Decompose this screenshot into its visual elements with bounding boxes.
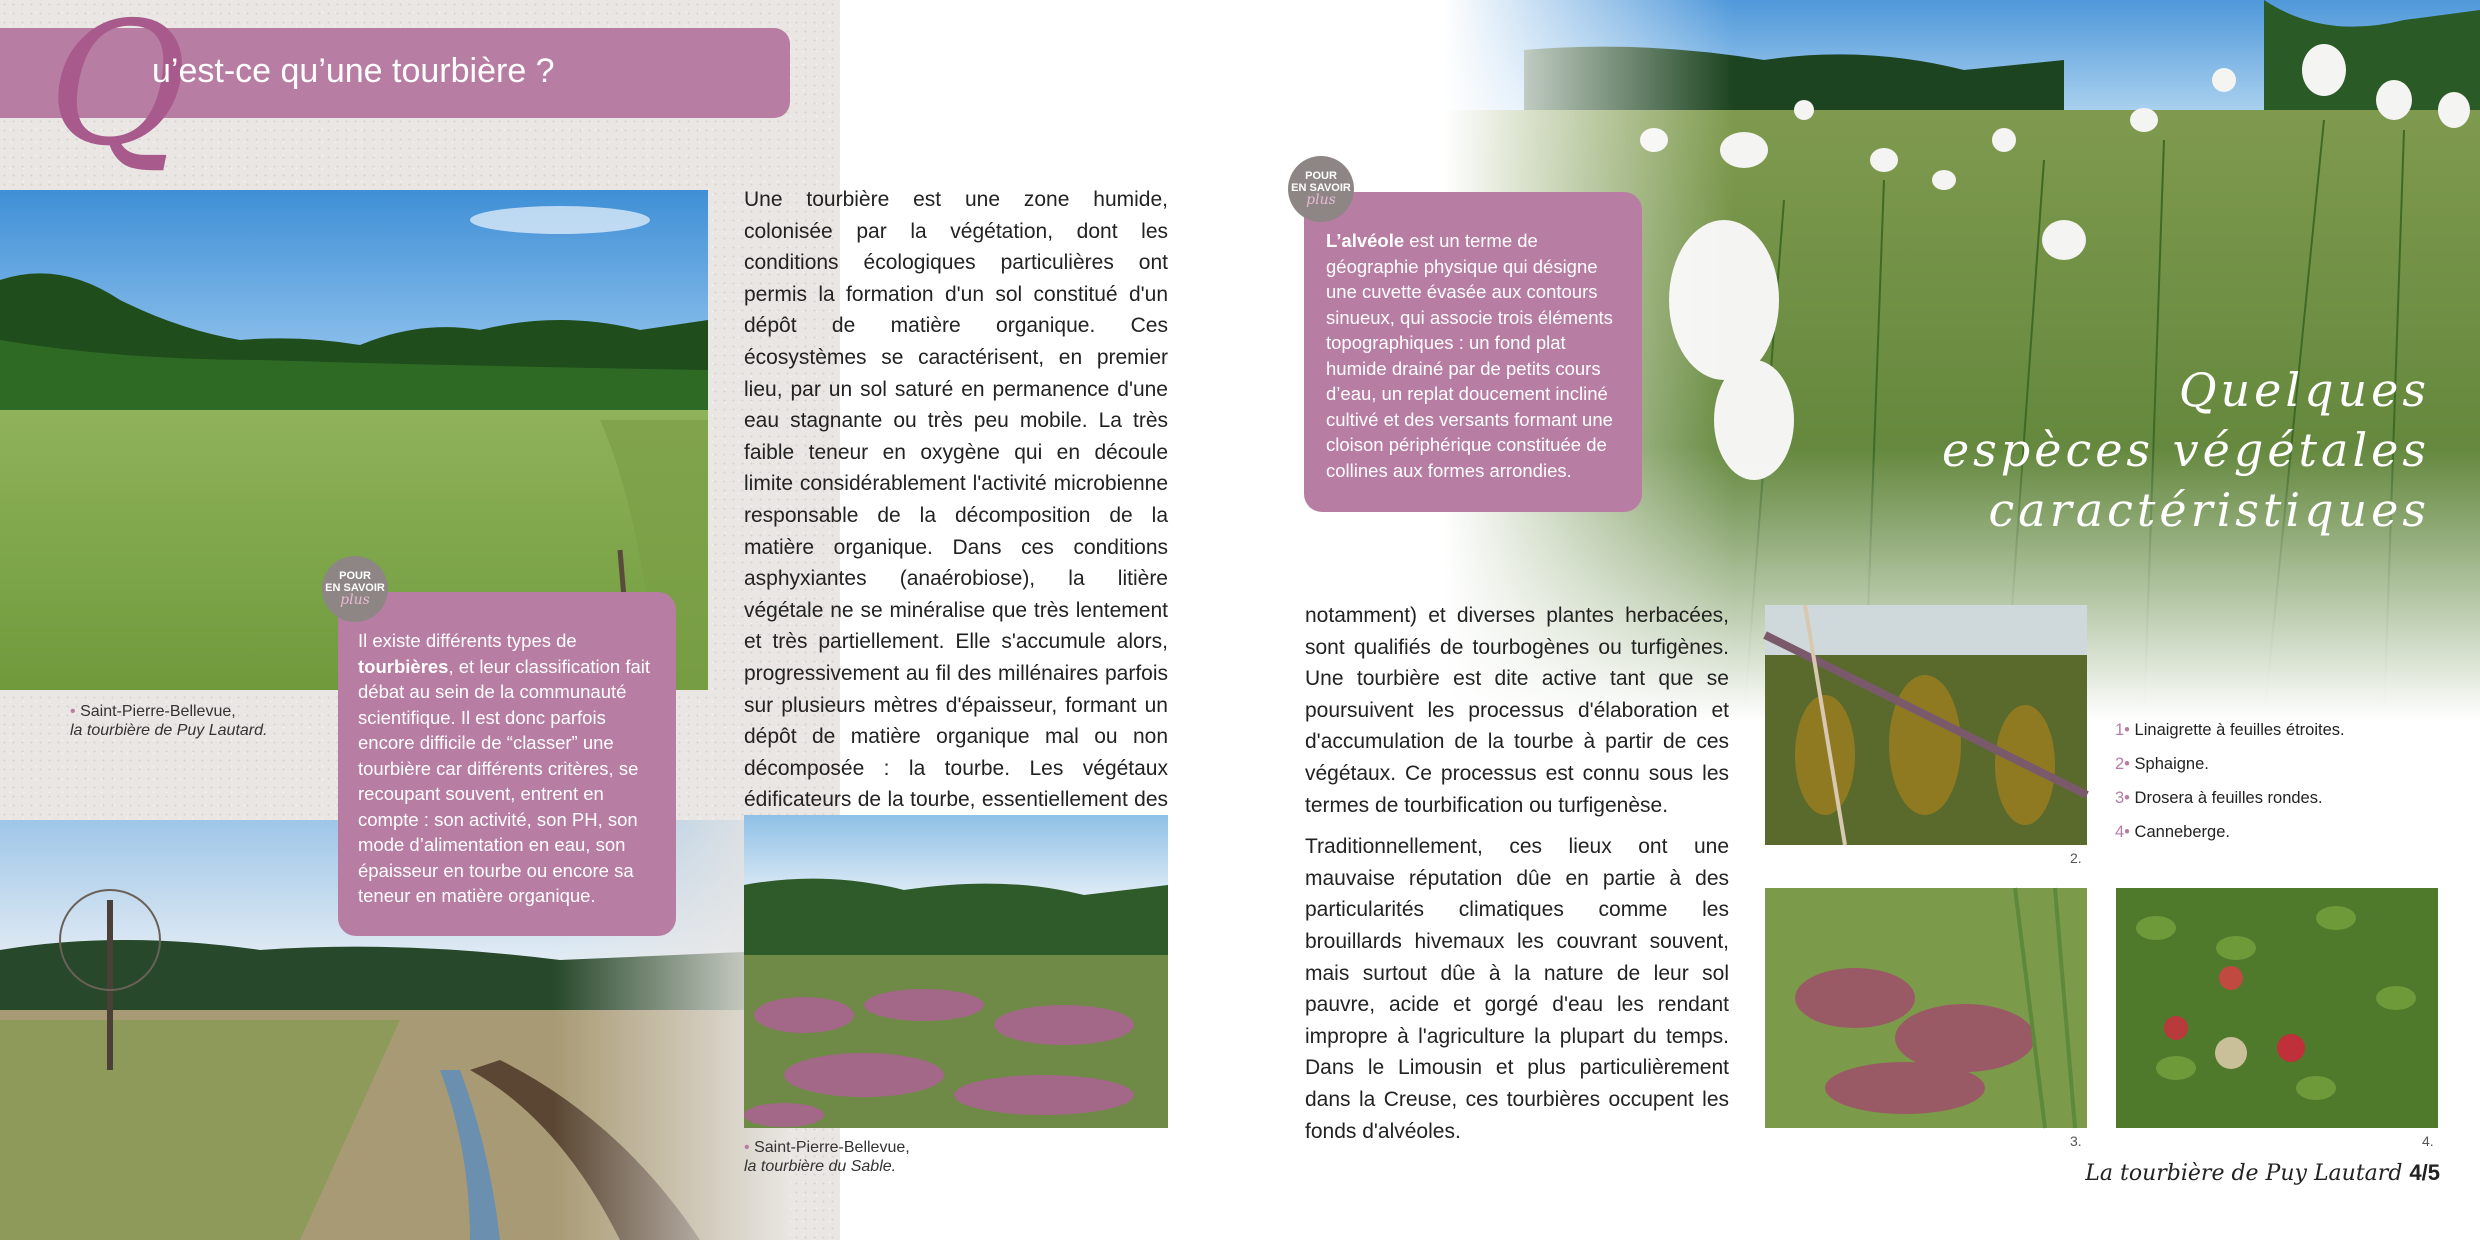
photo-sphaigne (1765, 605, 2087, 845)
species-heading (1900, 360, 2430, 540)
paragraph-tourbogenes: notamment) et diverses plantes herbacées, sont qualifiés de tourbogènes ou turfigènes. Une tourbière est dite active tant que se poursuivent les processus d'élaboration et d'accumulation de la tourbe à partir de ces végétaux. Ce processus est connu sous les termes de tourbification ou turfigenèse. (1305, 604, 1729, 817)
species-item (2115, 747, 2455, 781)
paragraph-reputation: Traditionnellement, ces lieux ont une mauvaise réputation dûe en partie à des particularités climatiques comme les brouillards hivemaux les couvrant souvent, mais surtout dûe à la nature de leur sol pauvre, acide et gorgé d'eau les rendant impropre à l'agriculture la plupart du temps. Dans le Limousin et plus particulièrement dans la Creuse, ces tourbières occupent les fonds d'alvéoles. (1305, 835, 1729, 1143)
species-num: 1• (2115, 721, 2130, 739)
photo-caption-sable (744, 1138, 1044, 1176)
species-item (2115, 781, 2455, 815)
caption-bullet: • (70, 703, 76, 720)
main-text-column-1 (744, 184, 1168, 812)
species-item (2115, 815, 2455, 849)
species-heading-line2: espèces végétales (1941, 423, 2430, 477)
page-number: 4/5 (2409, 1160, 2440, 1185)
caption-place: Saint-Pierre-Bellevue, (754, 1139, 910, 1156)
intro-paragraph: Une tourbière est une zone humide, colonisée par la végétation, dont les conditions écologiques particulières ont permis la formation d'un sol constitué d'un dépôt de matière organique. Ces écosystèmes se caractérisent, en premier lieu, par un sol saturé en permanence d'une eau stagnante ou très peu mobile. La très faible teneur en oxygène qui en découle limite considérablement l'activité microbienne responsable de la décomposition de la matière organique. Dans ces conditions asphyxiantes (anaérobiose), la litière végétale ne se minéralise que très lentement et très partiellement. Elle s'accumule alors, progressivement au fil des millénaires parfois sur plusieurs mètres d'épaisseur, formant un dépôt de matière organique mal ou non décomposée : la tourbe. Les végétaux édificateurs de la tourbe, essentiellement des (744, 188, 1168, 812)
species-name: Linaigrette à feuilles étroites. (2134, 721, 2345, 739)
species-name: Sphaigne. (2134, 755, 2209, 773)
species-heading-line1: Quelques (2178, 363, 2430, 417)
photo-number-2: 2. (2070, 850, 2082, 866)
caption-place: Saint-Pierre-Bellevue, (80, 703, 236, 720)
photo-number-3: 3. (2070, 1133, 2082, 1149)
badge-line2: EN SAVOIR (1291, 182, 1351, 194)
pour-en-savoir-plus-badge-right (1288, 156, 1354, 222)
footer-title: La tourbière de Puy Lautard (2085, 1161, 2403, 1186)
species-name: Drosera à feuilles rondes. (2134, 789, 2323, 807)
page-footer (2040, 1160, 2440, 1186)
info-text-end: , et leur classification fait débat au sein de la communauté scientifique. Il est donc parfois encore difficile de “classer” une tourbière car différents critères, se recoupant souvent, entrent en compte : son activité, son PH, son mode d’alimentation en eau, son épaisseur en tourbe ou encore sa teneur en matière organique. (358, 655, 650, 906)
info-keyword-tourbieres: tourbières (358, 655, 449, 677)
info-box-alveole (1304, 192, 1642, 512)
photo-drosera (1765, 888, 2087, 1128)
species-name: Canneberge. (2134, 823, 2230, 841)
info-box-peat-types (338, 592, 676, 936)
page-title: u’est-ce qu’une tourbière ? (152, 52, 555, 90)
pour-en-savoir-plus-badge (322, 556, 388, 622)
badge-line2: EN SAVOIR (325, 582, 385, 594)
photo-heather-sable (744, 815, 1168, 1128)
species-num: 2• (2115, 755, 2130, 773)
info-text-start: Il existe différents types de (358, 630, 577, 651)
caption-site: la tourbière de Puy Lautard. (70, 722, 268, 739)
species-num: 4• (2115, 823, 2130, 841)
species-list (2115, 713, 2455, 849)
info-keyword-alveole: L’alvéole (1326, 230, 1405, 251)
badge-line1: POUR (339, 570, 371, 582)
photo-number-4: 4. (2422, 1133, 2434, 1149)
caption-bullet: • (744, 1139, 750, 1156)
species-item (2115, 713, 2455, 747)
main-text-column-2 (1305, 600, 1729, 1143)
species-num: 3• (2115, 789, 2130, 807)
info-text-alveole: est un terme de géographie physique qui désigne une cuvette évasée aux contours sinueux, qui associe trois éléments topographiques : un fond plat humide drainé par de petits cours d’eau, un replat doucement incliné cultivé et des versants formant une cloison périphérique constituée de collines aux formes arrondies. (1326, 230, 1613, 481)
photo-caption-puy-lautard (70, 702, 370, 740)
title-initial: Q (48, 0, 188, 184)
badge-line3: plus (1306, 192, 1336, 208)
species-heading-line3: caractéristiques (1988, 483, 2430, 537)
photo-canneberge (2116, 888, 2438, 1128)
badge-line1: POUR (1305, 170, 1337, 182)
caption-site: la tourbière du Sable. (744, 1158, 897, 1175)
badge-line3: plus (340, 592, 370, 608)
